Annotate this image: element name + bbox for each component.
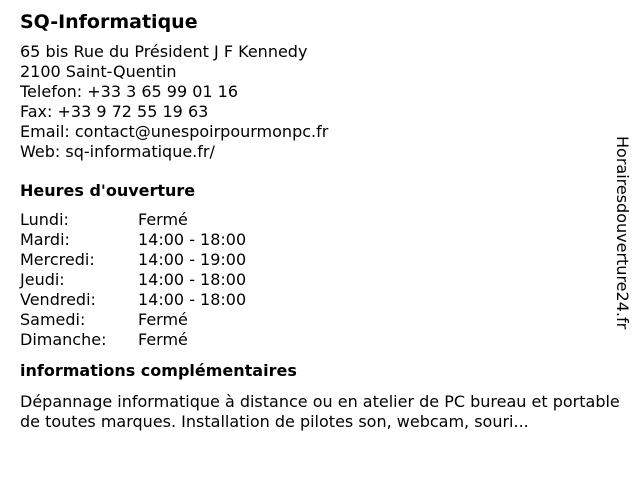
hours-day: Vendredi: bbox=[20, 290, 96, 309]
hours-row-monday bbox=[20, 210, 620, 230]
hours-row-friday bbox=[20, 290, 620, 310]
additional-info-text: Dépannage informatique à distance ou en atelier de PC bureau et portable de toutes marques. Installation de pilotes son, webcam, souri... bbox=[20, 392, 620, 431]
hours-time: 14:00 - 19:00 bbox=[138, 250, 247, 269]
hours-time: Fermé bbox=[138, 310, 188, 329]
business-card bbox=[20, 10, 620, 432]
additional-info-heading: informations complémentaires bbox=[20, 361, 297, 380]
hours-row-thursday bbox=[20, 270, 620, 290]
hours-time: Fermé bbox=[138, 330, 188, 349]
street-address: 65 bis Rue du Président J F Kennedy bbox=[20, 42, 308, 61]
hours-day: Jeudi: bbox=[20, 270, 65, 289]
hours-time: 14:00 - 18:00 bbox=[138, 270, 247, 289]
opening-hours-heading: Heures d'ouverture bbox=[20, 181, 196, 200]
hours-time: 14:00 - 18:00 bbox=[138, 230, 247, 249]
fax-number: Fax: +33 9 72 55 19 63 bbox=[20, 102, 209, 121]
email-address: Email: contact@unespoirpourmonpc.fr bbox=[20, 122, 329, 141]
hours-row-saturday bbox=[20, 310, 620, 330]
site-watermark[interactable]: Horairesdouverture24.fr bbox=[613, 136, 632, 330]
hours-day: Dimanche: bbox=[20, 330, 107, 349]
hours-row-wednesday bbox=[20, 250, 620, 270]
opening-hours-list bbox=[20, 210, 620, 350]
website: Web: sq-informatique.fr/ bbox=[20, 142, 215, 161]
hours-day: Lundi: bbox=[20, 210, 69, 229]
address-block bbox=[20, 42, 620, 162]
hours-row-sunday bbox=[20, 330, 620, 350]
hours-time: 14:00 - 18:00 bbox=[138, 290, 247, 309]
business-name: SQ-Informatique bbox=[20, 11, 198, 33]
hours-day: Mercredi: bbox=[20, 250, 95, 269]
hours-time: Fermé bbox=[138, 210, 188, 229]
phone-number: Telefon: +33 3 65 99 01 16 bbox=[20, 82, 239, 101]
hours-day: Mardi: bbox=[20, 230, 70, 249]
postal-city: 2100 Saint-Quentin bbox=[20, 62, 177, 81]
hours-day: Samedi: bbox=[20, 310, 86, 329]
hours-row-tuesday bbox=[20, 230, 620, 250]
